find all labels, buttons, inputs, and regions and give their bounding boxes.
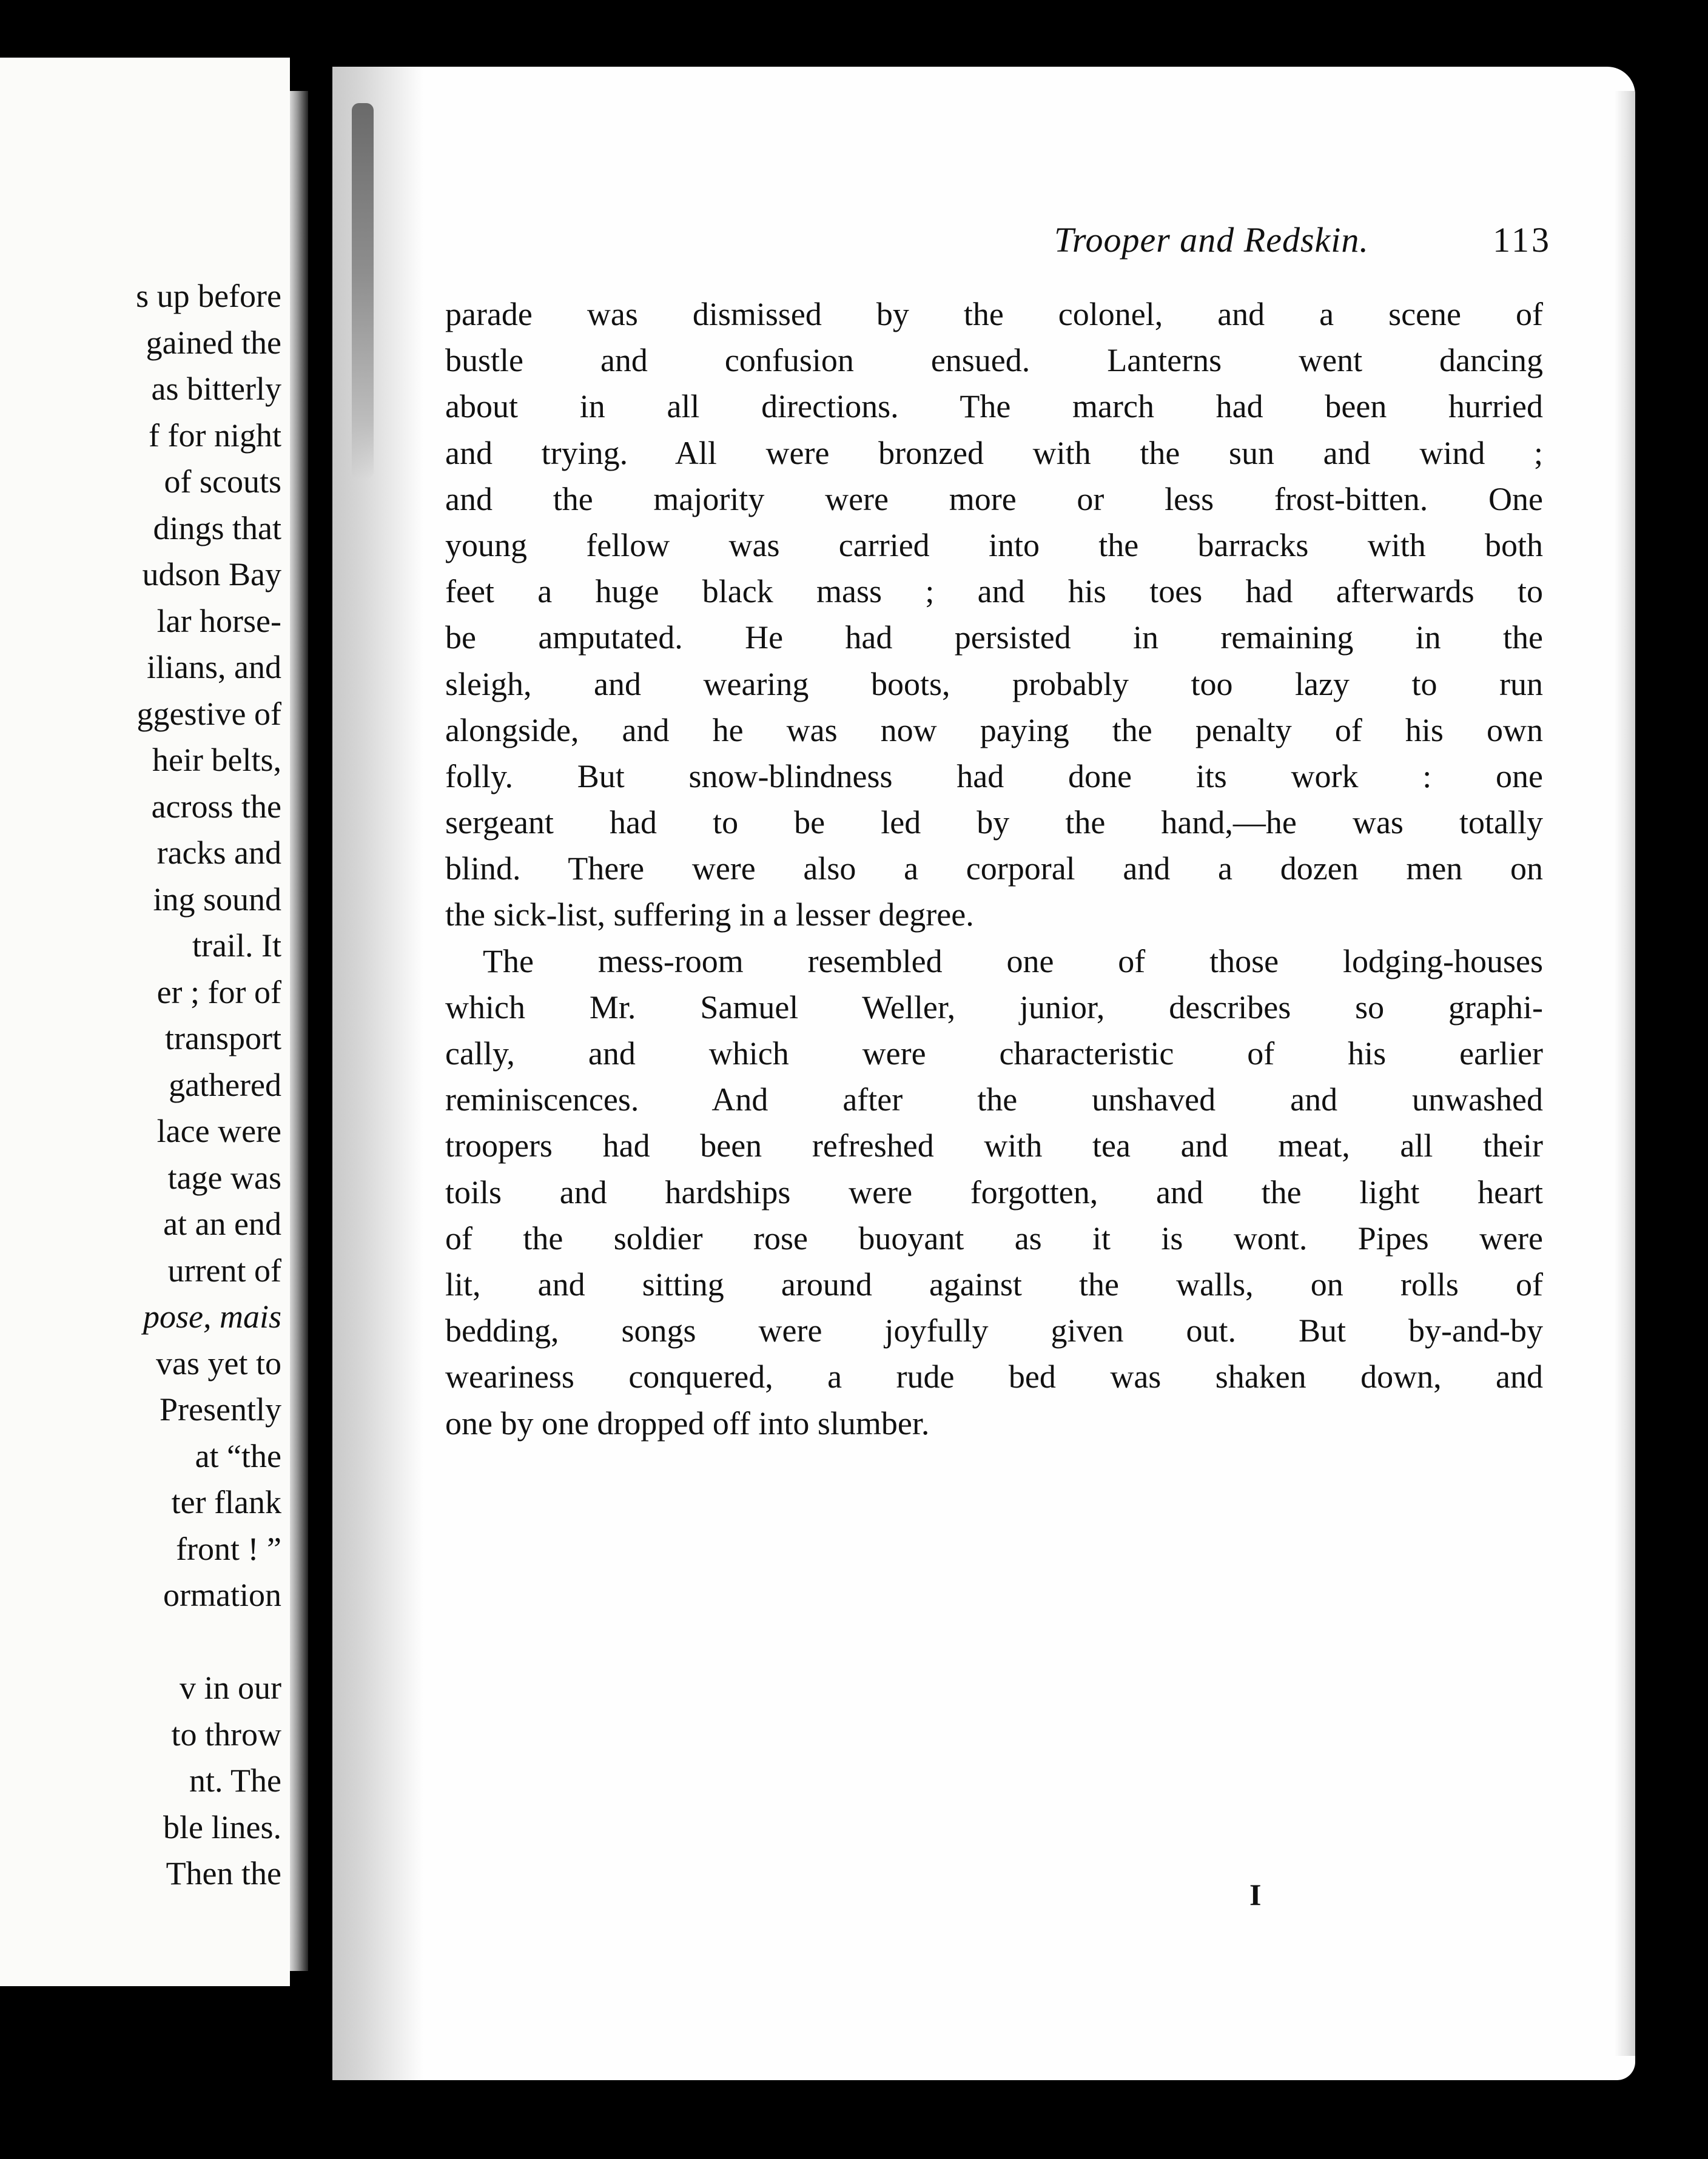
text-line: sleigh, and wearing boots, probably too lazy to run	[445, 665, 1543, 702]
left-line: of scouts	[164, 463, 281, 500]
text-line: reminiscences. And after the unshaved and unwashed	[445, 1081, 1543, 1118]
right-page	[332, 67, 1635, 2080]
left-page	[0, 58, 290, 1986]
text-line: lit, and sitting around against the walls, on rolls of	[445, 1266, 1543, 1303]
left-line: as bitterly	[151, 371, 281, 407]
text-line: toils and hardships were forgotten, and the light heart	[445, 1174, 1543, 1210]
paragraph-2	[445, 938, 1543, 1446]
text-line: feet a huge black mass ; and his toes had afterwards to	[445, 573, 1543, 610]
left-line: ble lines.	[163, 1808, 281, 1845]
left-line: urrent of	[167, 1252, 281, 1289]
left-line: udson Bay	[142, 556, 281, 593]
left-line-blank	[0, 1619, 281, 1665]
text-line: blind. There were also a corporal and a dozen men on	[445, 850, 1543, 887]
page-fold-dark-strip	[352, 103, 374, 479]
paragraph-1	[445, 291, 1543, 938]
left-line: lar horse-	[156, 602, 281, 639]
left-line: ing sound	[153, 881, 281, 918]
left-line: er ; for of	[156, 973, 281, 1010]
left-line: v in our	[180, 1670, 281, 1706]
left-line: ter flank	[171, 1484, 281, 1520]
page-fold-shade	[332, 67, 423, 2080]
left-line: at “the	[195, 1437, 281, 1474]
left-line: across the	[151, 788, 281, 825]
text-line: The mess-room resembled one of those lodging-houses	[483, 942, 1543, 979]
text-line: parade was dismissed by the colonel, and a scene of	[445, 296, 1543, 332]
text-line: about in all directions. The march had been hurried	[445, 388, 1543, 425]
left-line: ormation	[163, 1577, 281, 1613]
running-title: Trooper and Redskin.	[1054, 220, 1369, 260]
left-line: s up before	[136, 278, 281, 314]
left-line: gathered	[169, 1066, 281, 1103]
text-line: young fellow was carried into the barracks with both	[445, 526, 1543, 563]
text-line: of the soldier rose buoyant as it is wont. Pipes were	[445, 1220, 1543, 1257]
left-page-text	[0, 273, 281, 1897]
left-line: gained the	[146, 324, 281, 361]
text-line: bedding, songs were joyfully given out. But by-and-by	[445, 1312, 1543, 1349]
left-line: ilians, and	[147, 649, 281, 685]
left-line: trail. It	[192, 927, 281, 964]
left-line: ggestive of	[136, 695, 281, 732]
text-line: sergeant had to be led by the hand,—he was totally	[445, 804, 1543, 841]
left-line: dings that	[153, 509, 281, 546]
page-edge-shade	[1615, 91, 1635, 2056]
gutter-shadow	[290, 91, 308, 1971]
left-line-italic: pose, mais	[143, 1298, 281, 1335]
text-line: troopers had been refreshed with tea and meat, all their	[445, 1127, 1543, 1164]
left-line: transport	[165, 1020, 281, 1056]
body-text	[445, 291, 1543, 1446]
left-line: vas yet to	[156, 1345, 281, 1382]
text-line: and the majority were more or less frost-bitten. One	[445, 480, 1543, 517]
text-line: which Mr. Samuel Weller, junior, describes so graphi-	[445, 989, 1543, 1026]
left-line: racks and	[156, 834, 281, 871]
left-line: heir belts,	[152, 742, 281, 778]
left-line: to throw	[171, 1716, 281, 1753]
left-line: front ! ”	[176, 1530, 281, 1567]
text-line: the sick-list, suffering in a lesser degree.	[445, 896, 974, 933]
left-line: nt. The	[189, 1762, 281, 1799]
text-line: folly. But snow-blindness had done its work : one	[445, 757, 1543, 794]
left-line: at an end	[163, 1206, 281, 1242]
left-line: Then the	[166, 1855, 281, 1892]
text-line: and trying. All were bronzed with the sun and wind ;	[445, 434, 1543, 471]
text-line: weariness conquered, a rude bed was shaken down, and	[445, 1358, 1543, 1395]
left-line: tage was	[167, 1159, 281, 1196]
left-line: Presently	[160, 1391, 281, 1428]
text-line: bustle and confusion ensued. Lanterns went dancing	[445, 342, 1543, 379]
signature-mark: I	[1249, 1878, 1262, 1912]
page-number: 113	[1493, 220, 1552, 260]
text-line: be amputated. He had persisted in remaining in the	[445, 619, 1543, 656]
left-line: lace were	[156, 1113, 281, 1149]
text-line: one by one dropped off into slumber.	[445, 1405, 930, 1442]
running-head	[442, 220, 1552, 268]
left-line: f for night	[149, 417, 281, 454]
text-line: alongside, and he was now paying the penalty of his own	[445, 711, 1543, 748]
text-line: cally, and which were characteristic of his earlier	[445, 1035, 1543, 1072]
